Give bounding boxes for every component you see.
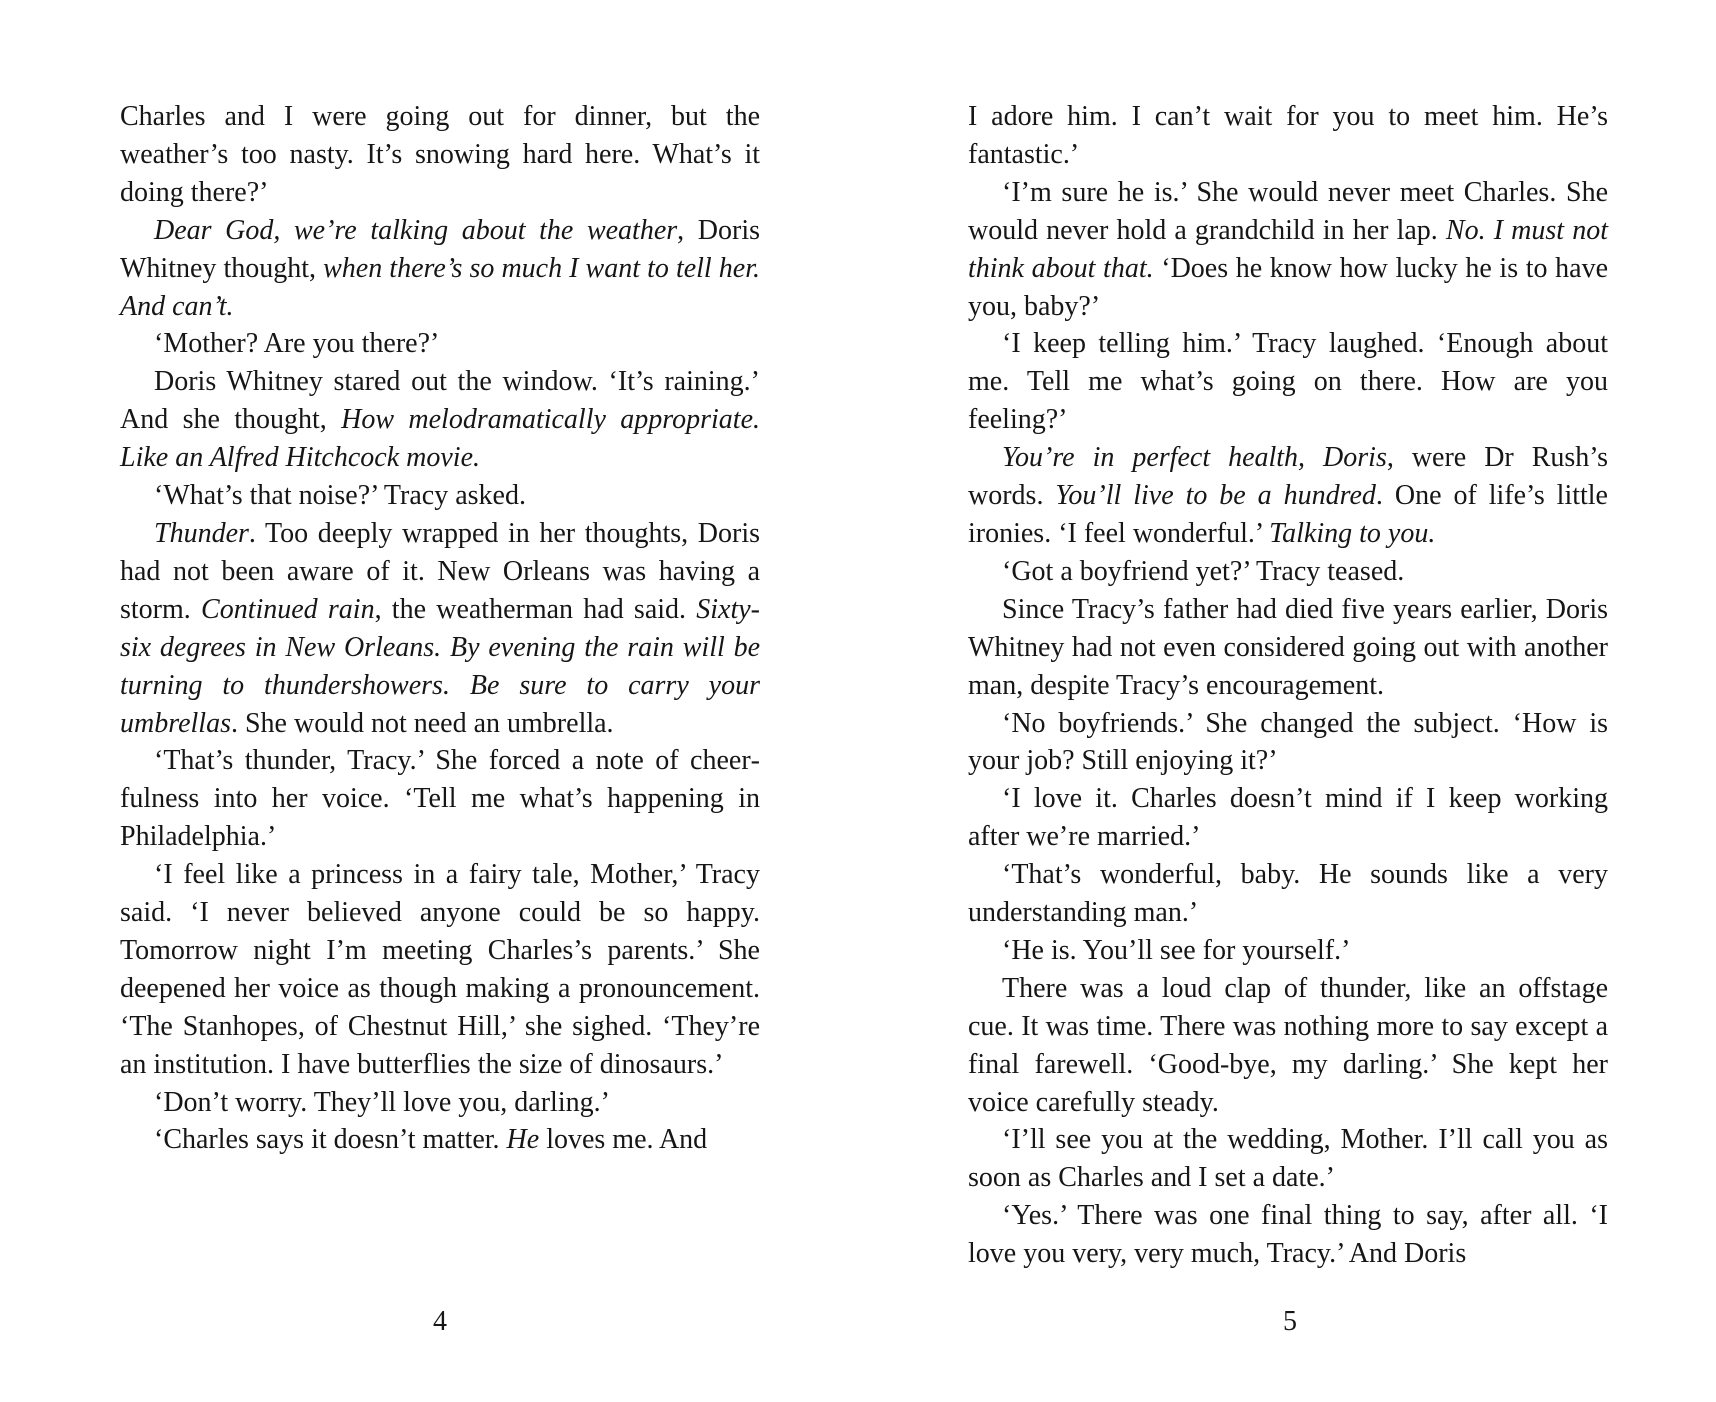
text-run: ‘Mother? Are you there?’ [154,328,440,360]
paragraph [120,363,760,477]
paragraph [120,212,760,326]
text-run: . One of life’s little ironies. ‘I feel wonderful.’ [968,480,1608,549]
text-run: ‘I keep telling him.’ Tracy laughed. ‘Enough about me. Tell me what’s going on there. How are you feeling?’ [968,328,1608,436]
paragraph [968,1121,1608,1197]
paragraph [968,439,1608,553]
text-run: Charles and I were going out for dinner, but the weather’s too nasty. It’s snowing hard here. What’s it doing there?’ [120,101,760,208]
text-run: Since Tracy’s father had died five years earlier, Doris Whitney had not even considered going out with another man, despite Tracy’s encouragement. [968,593,1608,701]
text-run: loves me. And [539,1124,708,1156]
text-run: ‘Yes.’ There was one final thing to say, after all. ‘I love you very, very much, Tracy.’ And Doris [968,1200,1608,1270]
text-run: ‘He is. You’ll see for yourself.’ [1002,934,1351,966]
italic-text: Talking to you. [1269,517,1436,549]
paragraph [968,1197,1608,1273]
paragraph [120,1084,760,1122]
text-run: ‘What’s that noise?’ Tracy asked. [154,480,526,512]
paragraph [968,553,1608,591]
text-run: , were Dr Rush’s words. [968,442,1608,512]
text-run: ‘I feel like a princess in a fairy tale, Mother,’ Tracy said. ‘I never believed anyone could be so happy. Tomorrow night I’m meeting Charles’s parents.’ She deepened her voice as though making a pronouncement. ‘The Stanhopes, of Chestnut Hill,’ she sighed. ‘They’re an institution. I have butterflies the size of dinosaurs.’ [120,859,760,1080]
paragraph [120,325,760,363]
paragraph [968,856,1608,932]
text-run: , the weatherman had said. [374,593,697,625]
paragraph [968,705,1608,781]
paragraph [968,325,1608,439]
left-page-number: 4 [433,1306,447,1337]
paragraph [968,932,1608,970]
text-run: ‘I love it. Charles doesn’t mind if I keep working after we’re married.’ [968,783,1608,853]
paragraph [120,856,760,1083]
italic-text: You’ll live to be a hundred [1055,480,1376,512]
paragraph [120,742,760,856]
paragraph [120,515,760,742]
text-run: ‘That’s thunder, Tracy.’ She forced a note of cheerfulness into her voice. ‘Tell me what’s happening in Philadelphia.’ [120,745,760,853]
italic-text: Dear God, we’re talking about the weather [154,214,678,246]
paragraph [120,1121,760,1159]
text-run: I adore him. I can’t wait for you to meet him. He’s fantastic.’ [968,101,1608,170]
paragraph [968,970,1608,1122]
italic-text: when there’s so much I want to tell her. And can’t. [120,252,760,322]
left-page-text [120,98,760,1159]
text-run: Doris Whitney stared out the window. ‘It’s raining.’ And she thought, [120,366,760,436]
italic-text: How melodramatically appropriate. Like an Alfred Hitchcock movie. [120,404,761,474]
right-page-text [968,98,1608,1273]
italic-text: No. I must not think about that. [968,214,1608,284]
text-run: , Doris Whitney thought, [120,214,760,284]
italic-text: You’re in perfect health, Doris [1002,442,1387,474]
text-run: . Too deeply wrapped in her thoughts, Doris had not been aware of it. New Orleans was having a storm. [120,517,760,625]
paragraph [968,174,1608,326]
paragraph [120,477,760,515]
italic-text: Thunder [154,517,249,549]
italic-text: He [506,1124,540,1156]
paragraph [968,591,1608,705]
text-run: ‘Does he know how lucky he is to have you, baby?’ [968,252,1609,322]
text-run: ‘Don’t worry. They’ll love you, darling.’ [154,1086,610,1118]
paragraph [968,98,1608,174]
paragraph [968,780,1608,856]
text-run: ‘I’m sure he is.’ She would never meet Charles. She would never hold a grandchild in her lap. [968,176,1608,246]
text-run: ‘Charles says it doesn’t matter. [154,1124,507,1156]
right-page-number: 5 [1283,1306,1297,1337]
text-run: ‘No boyfriends.’ She changed the subject. ‘How is your job? Still enjoying it?’ [968,707,1608,777]
text-run: . She would not need an umbrella. [230,707,614,739]
text-run: ‘Got a boyfriend yet?’ Tracy teased. [1002,555,1405,587]
italic-text: Continued rain [201,593,375,625]
paragraph [120,98,760,212]
text-run: ‘That’s wonderful, baby. He sounds like a very understanding man.’ [968,859,1608,929]
text-run: ‘I’ll see you at the wedding, Mother. I’ll call you as soon as Charles and I set a date.’ [968,1124,1608,1194]
text-run: There was a loud clap of thunder, like an offstage cue. It was time. There was nothing more to say except a final farewell. ‘Good-bye, my darling.’ She kept her voice carefully steady. [968,972,1608,1118]
italic-text: Sixty-six degrees in New Orleans. By evening the rain will be turning to thundershowers. Be sure to carry your umbrellas [120,593,760,739]
